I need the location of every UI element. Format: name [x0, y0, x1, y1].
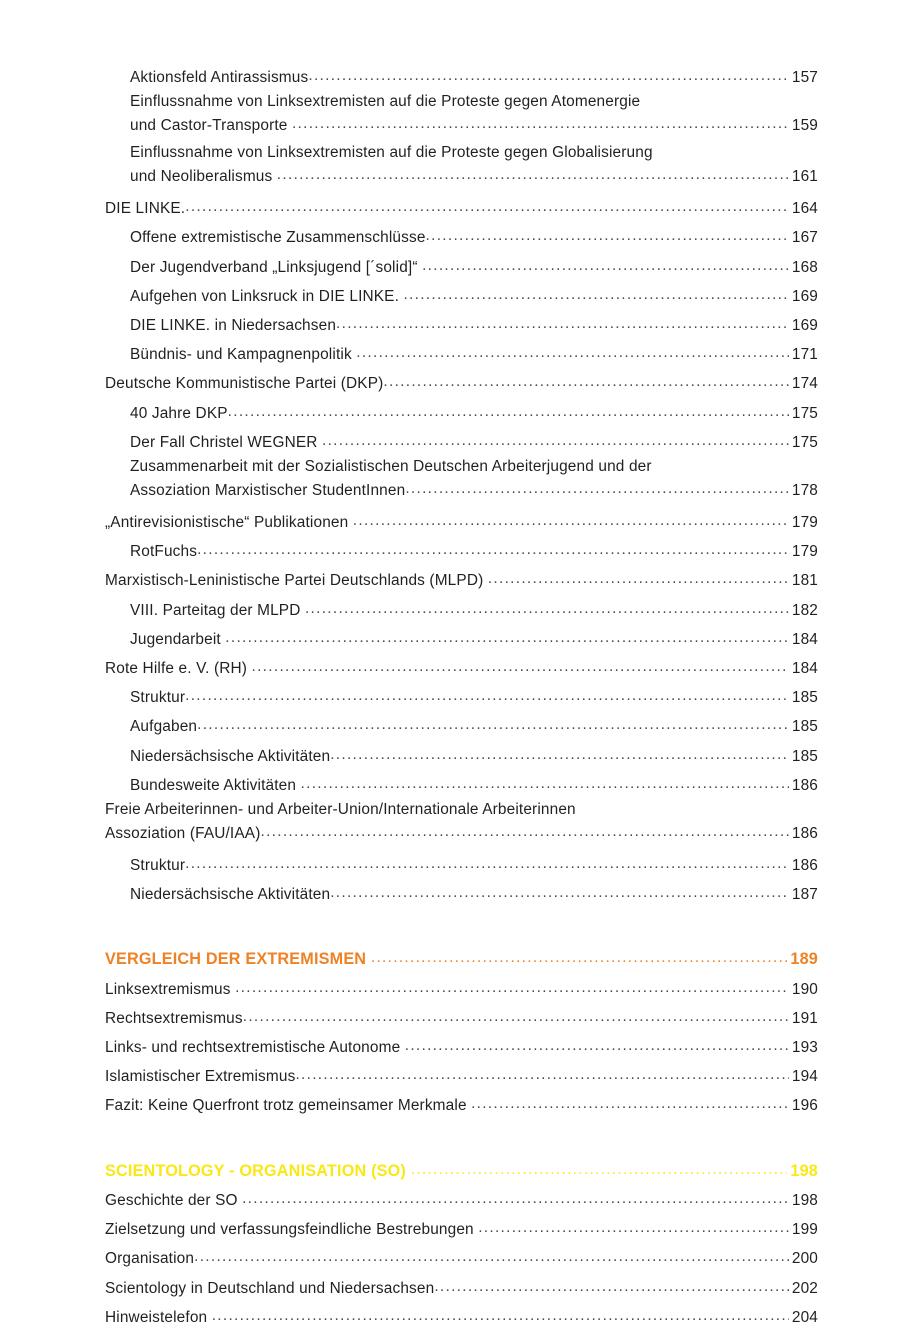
toc-entry[interactable] — [130, 281, 818, 310]
toc-entry-row — [130, 310, 818, 339]
toc-entry[interactable] — [130, 62, 818, 91]
toc-entry-title[interactable]: Deutsche Kommunistische Partei (DKP) — [105, 375, 384, 393]
toc-entry-row — [130, 879, 818, 908]
toc-entry-title[interactable]: Assoziation Marxistischer StudentInnen — [130, 482, 406, 500]
toc-entry-row — [105, 1214, 818, 1243]
toc-entry-page-number[interactable]: 199 — [791, 1221, 818, 1239]
toc-entry-title[interactable]: „Antirevisionistische“ Publikationen — [105, 514, 353, 532]
leader-dots — [405, 1032, 789, 1059]
toc-entry[interactable] — [105, 653, 818, 682]
toc-entry-title[interactable]: Assoziation (FAU/IAA) — [105, 825, 261, 843]
toc-entry-title[interactable]: SCIENTOLOGY - ORGANISATION (SO) — [105, 1161, 411, 1180]
leader-dots — [426, 222, 789, 249]
toc-entry-title[interactable]: und Neoliberalismus — [130, 168, 277, 186]
toc-entry-page-number[interactable]: 175 — [791, 404, 818, 422]
toc-entry[interactable] — [105, 1156, 818, 1185]
toc-entry[interactable] — [130, 142, 818, 193]
toc-entry[interactable] — [130, 770, 818, 799]
toc-entry-row — [105, 368, 818, 397]
leader-dots — [471, 1090, 789, 1117]
toc-entry-title[interactable]: Niedersächsische Aktivitäten — [130, 886, 331, 904]
toc-entry-page-number[interactable]: 175 — [791, 433, 818, 451]
toc-entry-page-number[interactable]: 169 — [791, 317, 818, 335]
toc-entry-title[interactable]: Linksextremismus — [105, 980, 236, 998]
toc-entry-page-number[interactable]: 186 — [791, 857, 818, 875]
leader-dots — [383, 368, 788, 395]
toc-entry-page-number[interactable]: 174 — [791, 375, 818, 393]
toc-entry-title[interactable]: VIII. Parteitag der MLPD — [130, 601, 305, 619]
toc-entry-row — [105, 1032, 818, 1061]
toc-entry-title[interactable]: 40 Jahre DKP — [130, 404, 228, 422]
toc-entry-page-number[interactable]: 202 — [791, 1279, 818, 1297]
toc-entry-title[interactable]: DIE LINKE. — [105, 200, 186, 218]
toc-entry[interactable] — [105, 1032, 818, 1061]
toc-entry-row — [105, 1302, 818, 1331]
toc-entry-page-number[interactable]: 198 — [791, 1191, 818, 1209]
toc-entry-page-number[interactable]: 184 — [791, 630, 818, 648]
toc-entry-title[interactable]: Struktur — [130, 857, 186, 875]
toc-entry-title[interactable]: DIE LINKE. in Niedersachsen — [130, 317, 337, 335]
toc-entry[interactable] — [105, 1214, 818, 1243]
toc-entry-page-number[interactable]: 186 — [791, 776, 818, 794]
toc-entry[interactable] — [130, 741, 818, 770]
toc-entry-page-number[interactable]: 157 — [791, 69, 818, 86]
toc-entry-row — [105, 653, 818, 682]
leader-dots — [295, 1061, 788, 1088]
toc-entry-page-number[interactable]: 200 — [791, 1250, 818, 1268]
toc-entry-row — [105, 974, 818, 1003]
toc-entry-title[interactable]: Niedersächsische Aktivitäten — [130, 747, 331, 765]
toc-entry[interactable] — [130, 398, 818, 427]
leader-dots — [330, 879, 789, 906]
toc-entry-page-number[interactable]: 189 — [790, 950, 818, 969]
toc-entry-title[interactable]: Struktur — [130, 689, 186, 707]
toc-entry[interactable] — [130, 339, 818, 368]
toc-entry-row — [105, 507, 818, 536]
toc-entry-row — [130, 113, 818, 137]
leader-dots — [212, 1302, 789, 1329]
leader-dots — [308, 62, 789, 89]
leader-dots — [301, 770, 789, 797]
toc-entry-wrapped-line: Einflussnahme von Linksextremisten auf die Proteste gegen Globalisierung — [130, 144, 653, 162]
toc-entry-row — [105, 1185, 818, 1214]
toc-entry-row — [130, 164, 818, 188]
toc-entry-title[interactable]: und Castor-Transporte — [130, 117, 292, 135]
toc-entry-title[interactable]: Marxistisch-Leninistische Partei Deutschlands (MLPD) — [105, 572, 488, 590]
toc-entry-page-number[interactable]: 164 — [791, 200, 818, 218]
toc-entry-row — [130, 595, 818, 624]
toc-entry-page-number[interactable]: 186 — [791, 825, 818, 843]
toc-entry-page-number[interactable]: 204 — [791, 1308, 818, 1326]
toc-entry-page-number[interactable]: 185 — [791, 718, 818, 736]
toc-entry-row — [105, 1061, 818, 1090]
toc-entry-title[interactable]: VERGLEICH DER EXTREMISMEN — [105, 950, 371, 969]
toc-entry-row — [105, 193, 818, 222]
toc-entry-row — [130, 222, 818, 251]
toc-entry-wrapped-line: Einflussnahme von Linksextremisten auf die Proteste gegen Atomenergie — [130, 93, 641, 111]
toc-entry[interactable] — [130, 595, 818, 624]
toc-entry-page-number[interactable]: 168 — [791, 258, 818, 276]
leader-dots — [243, 1003, 789, 1030]
toc-entry-row — [130, 624, 818, 653]
leader-dots — [330, 741, 789, 768]
toc-entry[interactable] — [130, 624, 818, 653]
leader-dots — [322, 427, 789, 454]
leader-dots — [403, 281, 788, 308]
toc-entry[interactable] — [130, 850, 818, 879]
leader-dots — [411, 1156, 788, 1183]
toc-entry-page-number[interactable]: 191 — [791, 1009, 818, 1027]
toc-entry-row — [130, 536, 818, 565]
toc-entry-row — [130, 427, 818, 456]
toc-entry-page-number[interactable]: 182 — [791, 601, 818, 619]
toc-entry[interactable] — [105, 1003, 818, 1032]
leader-dots — [185, 193, 789, 220]
toc-entry[interactable] — [105, 193, 818, 222]
leader-dots — [252, 653, 789, 680]
toc-entry-row — [130, 478, 818, 502]
toc-entry-title[interactable]: Aufgehen von Linksruck in DIE LINKE. — [130, 287, 404, 305]
toc-entry-row — [130, 682, 818, 711]
toc-entry-page-number[interactable]: 194 — [791, 1068, 818, 1086]
toc-entry-page-number[interactable]: 161 — [791, 168, 818, 186]
leader-dots — [242, 1185, 789, 1212]
leader-dots — [197, 536, 789, 563]
toc-entry-page-number[interactable]: 178 — [791, 482, 818, 500]
toc-entry[interactable] — [105, 1273, 818, 1302]
toc-entry-row — [130, 281, 818, 310]
leader-dots — [225, 624, 789, 651]
toc-entry-title[interactable]: Aufgaben — [130, 718, 198, 736]
toc-entry-row — [130, 850, 818, 879]
toc-entry-title[interactable]: Bündnis- und Kampagnenpolitik — [130, 346, 357, 364]
toc-entry-title[interactable]: Scientology in Deutschland und Niedersachsen — [105, 1279, 435, 1297]
toc-entry-title[interactable]: Hinweistelefon — [105, 1308, 212, 1326]
toc-entry-title[interactable]: Links- und rechtsextremistische Autonome — [105, 1039, 405, 1057]
toc-entry-page-number[interactable]: 184 — [791, 660, 818, 678]
toc-entry-row — [105, 821, 818, 845]
toc-entry-title[interactable]: Fazit: Keine Querfront trotz gemeinsamer Merkmale — [105, 1097, 472, 1115]
toc-entry-page-number[interactable]: 167 — [791, 229, 818, 247]
toc-entry-title[interactable]: Aktionsfeld Antirassismus — [130, 69, 309, 86]
toc-entry[interactable] — [105, 799, 818, 850]
leader-dots — [478, 1214, 789, 1241]
toc-entry[interactable] — [105, 974, 818, 1003]
toc-entry-wrapped-line: Freie Arbeiterinnen- und Arbeiter-Union/Internationale Arbeiterinnen — [105, 801, 576, 819]
toc-entry[interactable] — [130, 91, 818, 142]
toc-entry-row — [130, 252, 818, 281]
toc-entry-title[interactable]: Jugendarbeit — [130, 630, 226, 648]
toc-entry-title[interactable]: Geschichte der SO — [105, 1191, 243, 1209]
toc-entry[interactable] — [130, 427, 818, 456]
toc-entry-row — [105, 565, 818, 594]
toc-entry-page-number[interactable]: 185 — [791, 747, 818, 765]
toc-entry[interactable] — [130, 711, 818, 740]
toc-entry-page-number[interactable]: 196 — [791, 1097, 818, 1115]
toc-entry-page-number[interactable]: 187 — [791, 886, 818, 904]
toc-entry[interactable] — [105, 944, 818, 973]
toc-entry[interactable] — [105, 1302, 818, 1331]
toc-entry[interactable] — [105, 507, 818, 536]
toc-entry[interactable] — [130, 879, 818, 908]
toc-entry[interactable] — [130, 252, 818, 281]
toc-entry-row — [130, 339, 818, 368]
leader-dots — [194, 1243, 789, 1270]
toc-entry-page-number[interactable]: 190 — [791, 980, 818, 998]
toc-entry-row — [130, 398, 818, 427]
toc-entry[interactable] — [130, 456, 818, 507]
toc-entry[interactable] — [105, 368, 818, 397]
toc-entry-title[interactable]: Zielsetzung und verfassungsfeindliche Bestrebungen — [105, 1221, 479, 1239]
toc-entry-row — [105, 944, 818, 973]
toc-entry[interactable] — [130, 310, 818, 339]
toc-entry-page-number[interactable]: 179 — [791, 514, 818, 532]
toc-entry-title[interactable]: RotFuchs — [130, 543, 198, 561]
toc-entry-page-number[interactable]: 171 — [791, 346, 818, 364]
toc-entry-wrapped-line: Zusammenarbeit mit der Sozialistischen Deutschen Arbeiterjugend und der — [130, 458, 652, 476]
toc-entry-page-number[interactable]: 169 — [791, 287, 818, 305]
toc-entry[interactable] — [105, 1090, 818, 1119]
toc-entry-page-number[interactable]: 198 — [790, 1161, 818, 1180]
leader-dots — [405, 478, 789, 500]
leader-dots — [305, 595, 789, 622]
leader-dots — [356, 339, 789, 366]
leader-dots — [277, 164, 789, 186]
toc-entry-row — [105, 1003, 818, 1032]
leader-dots — [336, 310, 789, 337]
toc-entry-title[interactable]: Der Jugendverband „Linksjugend [´solid]“ — [130, 258, 423, 276]
leader-dots — [488, 565, 789, 592]
toc-entry-title[interactable]: Der Fall Christel WEGNER — [130, 433, 322, 451]
toc-entry-row — [105, 1156, 818, 1185]
toc-entry[interactable] — [105, 1185, 818, 1214]
toc-entry-row — [130, 741, 818, 770]
toc-entry[interactable] — [130, 682, 818, 711]
leader-dots — [371, 944, 788, 971]
toc-entry-page-number[interactable]: 159 — [791, 117, 818, 135]
leader-dots — [260, 821, 788, 843]
toc-entry-title[interactable]: Rechtsextremismus — [105, 1009, 243, 1027]
toc-entry[interactable] — [130, 222, 818, 251]
toc-entry-row — [105, 1273, 818, 1302]
toc-entry[interactable] — [105, 565, 818, 594]
toc-entry-title[interactable]: Bundesweite Aktivitäten — [130, 776, 301, 794]
toc-entry-title[interactable]: Rote Hilfe e. V. (RH) — [105, 660, 252, 678]
toc-entry-page-number[interactable]: 179 — [791, 543, 818, 561]
leader-dots — [235, 974, 789, 1001]
leader-dots — [434, 1273, 789, 1300]
leader-dots — [422, 252, 789, 279]
toc-entry-row — [105, 1243, 818, 1272]
leader-dots — [185, 850, 789, 877]
toc-entry-page-number[interactable]: 185 — [791, 689, 818, 707]
toc-entry[interactable] — [105, 1243, 818, 1272]
leader-dots — [228, 398, 789, 425]
leader-dots — [197, 711, 789, 738]
toc-entry-row — [130, 711, 818, 740]
toc-entry-page-number[interactable]: 181 — [791, 572, 818, 590]
toc-entry-list — [105, 62, 818, 1331]
toc-entry-row — [130, 62, 818, 91]
leader-dots — [353, 507, 789, 534]
toc-entry-title[interactable]: Islamistischer Extremismus — [105, 1068, 296, 1086]
toc-entry-page-number[interactable]: 193 — [791, 1039, 818, 1057]
toc-entry-title[interactable]: Offene extremistische Zusammenschlüsse — [130, 229, 426, 247]
toc-entry[interactable] — [130, 536, 818, 565]
toc-entry-row — [130, 770, 818, 799]
toc-entry-row — [105, 1090, 818, 1119]
toc-entry-title[interactable]: Organisation — [105, 1250, 195, 1268]
leader-dots — [185, 682, 789, 709]
toc-entry[interactable] — [105, 1061, 818, 1090]
leader-dots — [292, 113, 789, 135]
